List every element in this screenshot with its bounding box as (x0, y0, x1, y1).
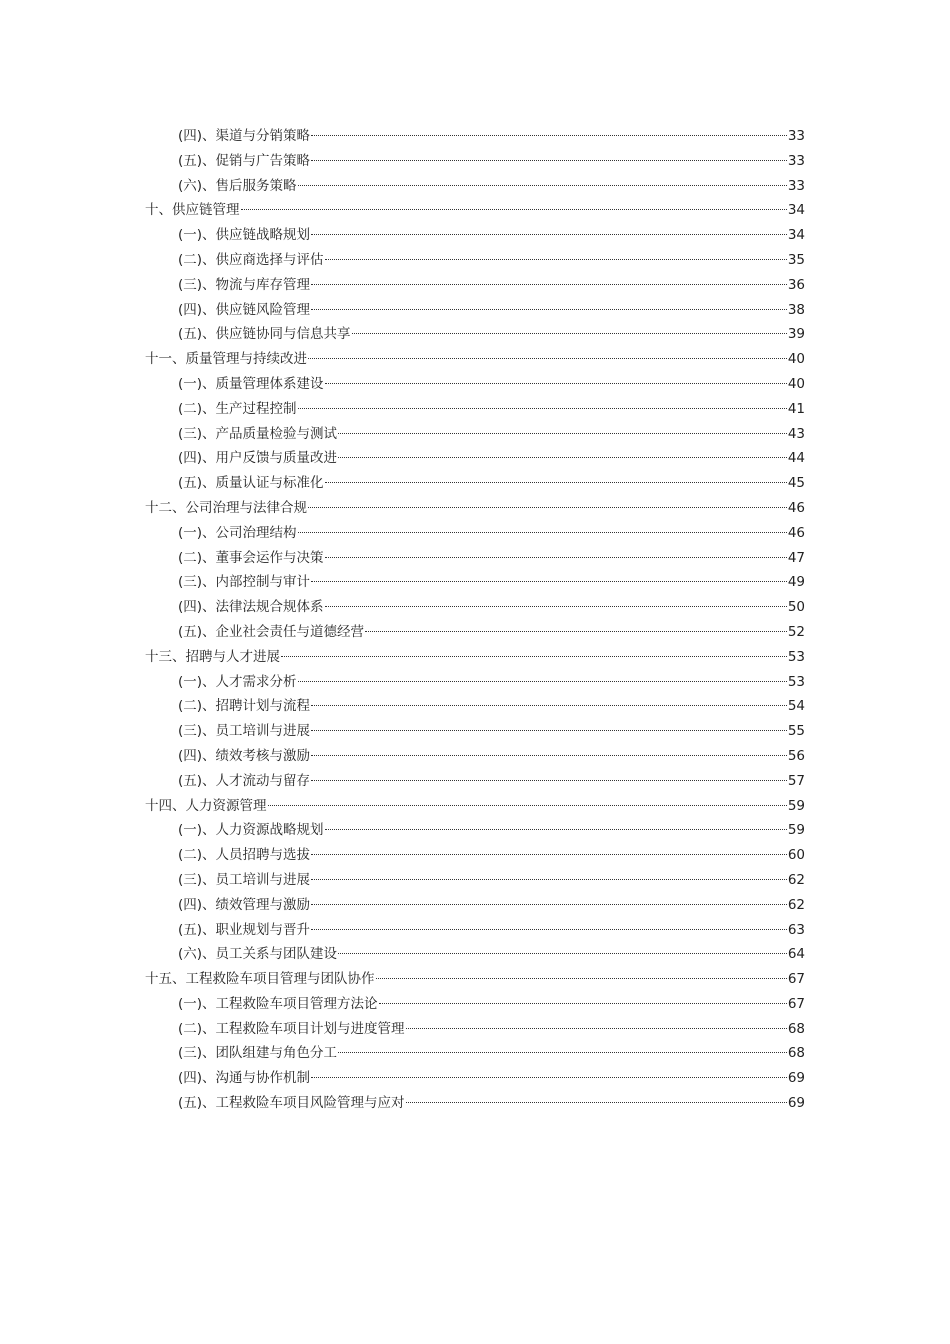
toc-page-number: 62 (787, 871, 805, 888)
toc-section-entry[interactable] (178, 620, 805, 645)
toc-entry-title: (六)、员工关系与团队建设 (178, 946, 338, 963)
toc-section-entry[interactable] (178, 471, 805, 496)
toc-section-entry[interactable] (178, 992, 805, 1017)
toc-section-entry[interactable] (178, 273, 805, 298)
toc-entry-title: 十、供应链管理 (145, 202, 240, 219)
toc-section-entry[interactable] (178, 298, 805, 323)
toc-section-entry[interactable] (178, 1041, 805, 1066)
toc-entry-title: (五)、质量认证与标准化 (178, 475, 324, 492)
toc-section-entry[interactable] (178, 1066, 805, 1091)
toc-entry-title: 十二、公司治理与法律合规 (145, 499, 307, 516)
toc-section-entry[interactable] (178, 124, 805, 149)
toc-dot-leader (311, 929, 787, 930)
toc-dot-leader (308, 358, 787, 359)
toc-dot-leader (325, 383, 787, 384)
toc-section-entry[interactable] (178, 446, 805, 471)
toc-section-entry[interactable] (178, 694, 805, 719)
toc-dot-leader (311, 854, 787, 855)
toc-page-number: 38 (787, 301, 805, 318)
toc-entry-title: (一)、供应链战略规划 (178, 227, 311, 244)
toc-page-number: 46 (787, 524, 805, 541)
toc-dot-leader (311, 581, 787, 582)
toc-section-entry[interactable] (178, 942, 805, 967)
toc-dot-leader (311, 234, 787, 235)
toc-entry-title: (四)、绩效考核与激励 (178, 747, 311, 764)
toc-entry-title: (四)、渠道与分销策略 (178, 128, 311, 144)
toc-entry-title: (六)、售后服务策略 (178, 177, 297, 194)
toc-page-number: 68 (787, 1020, 805, 1037)
toc-dot-leader (325, 606, 787, 607)
toc-chapter-entry[interactable] (145, 794, 805, 819)
toc-entry-title: (三)、内部控制与审计 (178, 574, 311, 591)
toc-entry-title: 十一、质量管理与持续改进 (145, 351, 307, 368)
toc-entry-title: (一)、质量管理体系建设 (178, 375, 324, 392)
toc-section-entry[interactable] (178, 719, 805, 744)
toc-chapter-entry[interactable] (145, 967, 805, 992)
toc-entry-title: (二)、招聘计划与流程 (178, 698, 311, 715)
toc-entry-title: (四)、绩效管理与激励 (178, 896, 311, 913)
toc-page-number: 67 (787, 995, 805, 1012)
toc-dot-leader (325, 557, 787, 558)
toc-section-entry[interactable] (178, 843, 805, 868)
toc-section-entry[interactable] (178, 322, 805, 347)
toc-page-number: 40 (787, 351, 805, 368)
toc-page-number: 57 (787, 772, 805, 789)
toc-section-entry[interactable] (178, 372, 805, 397)
toc-page-number: 49 (787, 574, 805, 591)
toc-dot-leader (298, 408, 787, 409)
toc-entry-title: (五)、企业社会责任与道德经营 (178, 623, 365, 640)
toc-dot-leader (298, 185, 787, 186)
toc-page-number: 67 (787, 971, 805, 988)
toc-dot-leader (311, 730, 787, 731)
toc-dot-leader (311, 309, 787, 310)
toc-dot-leader (298, 532, 787, 533)
toc-section-entry[interactable] (178, 818, 805, 843)
toc-dot-leader (338, 953, 787, 954)
toc-dot-leader (406, 1102, 787, 1103)
toc-page-number: 44 (787, 450, 805, 467)
toc-entry-title: (五)、促销与广告策略 (178, 152, 311, 169)
toc-dot-leader (338, 457, 787, 458)
toc-page-number: 53 (787, 673, 805, 690)
toc-dot-leader (268, 805, 787, 806)
toc-page-number: 56 (787, 747, 805, 764)
toc-page-number: 35 (787, 251, 805, 268)
toc-dot-leader (325, 829, 787, 830)
toc-dot-leader (298, 681, 787, 682)
toc-page-number: 63 (787, 921, 805, 938)
toc-dot-leader (311, 904, 787, 905)
toc-page-number: 40 (787, 375, 805, 392)
toc-entry-title: (二)、供应商选择与评估 (178, 251, 324, 268)
toc-entry-title: (三)、物流与库存管理 (178, 276, 311, 293)
toc-entry-title: (二)、工程救险车项目计划与进度管理 (178, 1020, 405, 1037)
toc-page-number: 41 (787, 400, 805, 417)
toc-dot-leader (376, 978, 787, 979)
toc-dot-leader (241, 209, 787, 210)
toc-section-entry[interactable] (178, 521, 805, 546)
toc-entry-title: (一)、工程救险车项目管理方法论 (178, 995, 378, 1012)
toc-section-entry[interactable] (178, 1091, 805, 1116)
toc-section-entry[interactable] (178, 670, 805, 695)
toc-dot-leader (311, 160, 787, 161)
toc-page-number: 33 (787, 177, 805, 194)
toc-dot-leader (311, 284, 787, 285)
toc-entry-title: 十三、招聘与人才进展 (145, 648, 280, 665)
toc-entry-title: (二)、人员招聘与选拔 (178, 847, 311, 864)
toc-section-entry[interactable] (178, 422, 805, 447)
toc-section-entry[interactable] (178, 174, 805, 199)
toc-section-entry[interactable] (178, 769, 805, 794)
toc-page-number: 36 (787, 276, 805, 293)
toc-section-entry[interactable] (178, 868, 805, 893)
toc-dot-leader (325, 259, 787, 260)
toc-dot-leader (379, 1003, 787, 1004)
toc-entry-title: (二)、生产过程控制 (178, 400, 297, 417)
toc-section-entry[interactable] (178, 397, 805, 422)
toc-dot-leader (338, 1052, 787, 1053)
toc-section-entry[interactable] (178, 248, 805, 273)
toc-page-number: 39 (787, 326, 805, 343)
toc-page-number: 68 (787, 1045, 805, 1062)
toc-dot-leader (308, 507, 787, 508)
toc-chapter-entry[interactable] (145, 645, 805, 670)
toc-page-number: 64 (787, 946, 805, 963)
toc-page-number: 59 (787, 822, 805, 839)
toc-entry-title: (一)、人力资源战略规划 (178, 822, 324, 839)
toc-section-entry[interactable] (178, 893, 805, 918)
toc-dot-leader (311, 879, 787, 880)
toc-entry-title: (五)、人才流动与留存 (178, 772, 311, 789)
toc-entry-title: (五)、供应链协同与信息共享 (178, 326, 351, 343)
toc-page-number: 69 (787, 1095, 805, 1112)
toc-section-entry[interactable] (178, 744, 805, 769)
toc-page-number: 59 (787, 797, 805, 814)
toc-entry-title: (一)、人才需求分析 (178, 673, 297, 690)
toc-page-number: 54 (787, 698, 805, 715)
toc-dot-leader (311, 780, 787, 781)
toc-entry-title: (五)、工程救险车项目风险管理与应对 (178, 1095, 405, 1112)
toc-dot-leader (365, 631, 787, 632)
toc-entry-title: (三)、员工培训与进展 (178, 723, 311, 740)
toc-page-number: 52 (787, 623, 805, 640)
toc-page-number: 34 (787, 227, 805, 244)
toc-section-entry[interactable] (178, 595, 805, 620)
toc-entry-title: (五)、职业规划与晋升 (178, 921, 311, 938)
toc-dot-leader (311, 1077, 787, 1078)
toc-chapter-entry[interactable] (145, 198, 805, 223)
toc-dot-leader (325, 482, 787, 483)
toc-dot-leader (311, 705, 787, 706)
toc-entry-title: 十四、人力资源管理 (145, 797, 267, 814)
toc-page-number: 60 (787, 847, 805, 864)
toc-page-number: 33 (787, 128, 805, 144)
toc-page-number: 43 (787, 425, 805, 442)
toc-section-entry[interactable] (178, 918, 805, 943)
toc-entry-title: (四)、法律法规合规体系 (178, 599, 324, 616)
toc-entry-title: 十五、工程救险车项目管理与团队协作 (145, 971, 375, 988)
toc-dot-leader (352, 333, 787, 334)
toc-section-entry[interactable] (178, 149, 805, 174)
toc-entry-title: (三)、团队组建与角色分工 (178, 1045, 338, 1062)
toc-dot-leader (311, 755, 787, 756)
toc-entry-title: (四)、用户反馈与质量改进 (178, 450, 338, 467)
toc-dot-leader (338, 433, 787, 434)
toc-page-number: 50 (787, 599, 805, 616)
toc-dot-leader (406, 1028, 787, 1029)
toc-section-entry[interactable] (178, 570, 805, 595)
toc-page-number: 46 (787, 499, 805, 516)
toc-section-entry[interactable] (178, 223, 805, 248)
toc-page-number: 69 (787, 1070, 805, 1087)
toc-page-number: 45 (787, 475, 805, 492)
toc-entry-title: (二)、董事会运作与决策 (178, 549, 324, 566)
toc-entry-title: (一)、公司治理结构 (178, 524, 297, 541)
toc-page-number: 33 (787, 152, 805, 169)
toc-entry-title: (三)、员工培训与进展 (178, 871, 311, 888)
toc-page-number: 53 (787, 648, 805, 665)
toc-dot-leader (281, 656, 787, 657)
toc-page-number: 34 (787, 202, 805, 219)
toc-page-number: 62 (787, 896, 805, 913)
toc-dot-leader (311, 135, 787, 136)
toc-entry-title: (三)、产品质量检验与测试 (178, 425, 338, 442)
toc-page-number: 47 (787, 549, 805, 566)
toc-entry-title: (四)、供应链风险管理 (178, 301, 311, 318)
toc-entry-title: (四)、沟通与协作机制 (178, 1070, 311, 1087)
toc-section-entry[interactable] (178, 1017, 805, 1042)
toc-chapter-entry[interactable] (145, 347, 805, 372)
toc-section-entry[interactable] (178, 546, 805, 571)
toc-page-number: 55 (787, 723, 805, 740)
toc-chapter-entry[interactable] (145, 496, 805, 521)
table-of-contents (0, 124, 950, 1116)
